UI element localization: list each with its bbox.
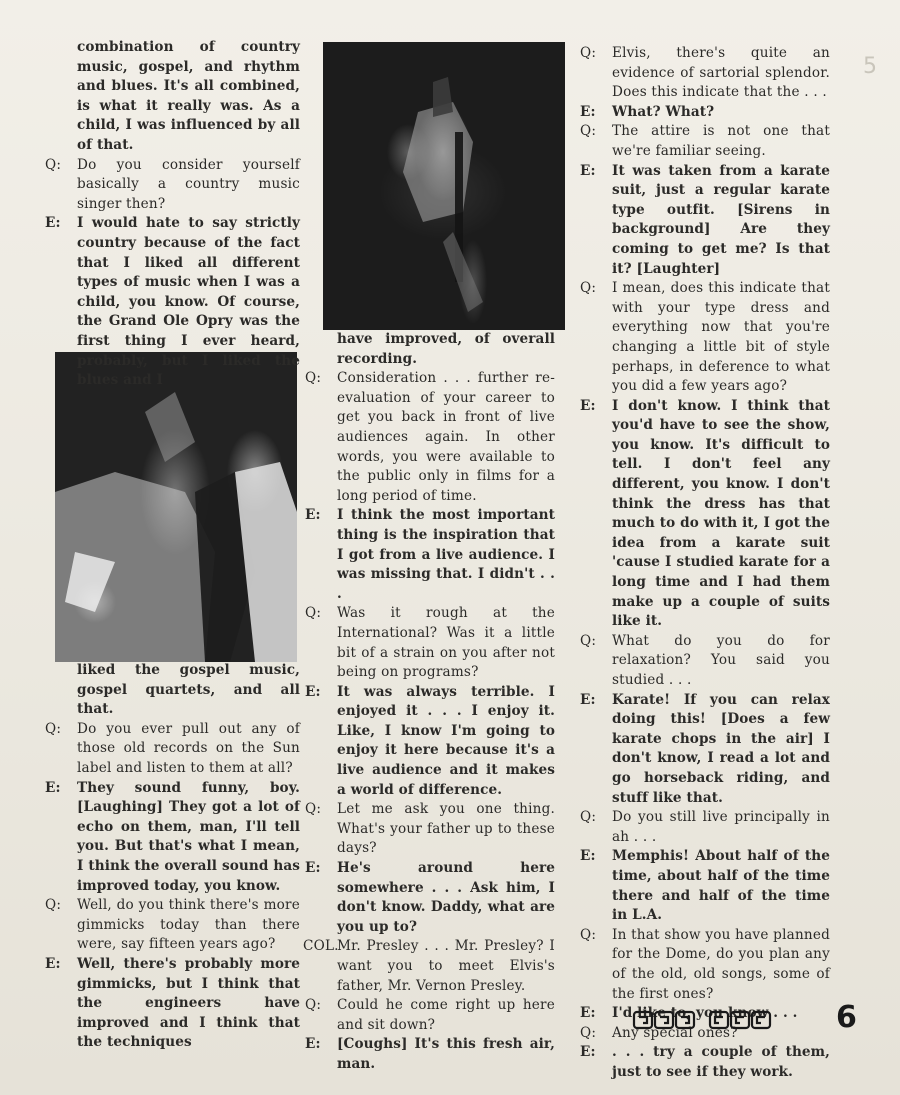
speaker-tag: E:: [580, 848, 596, 865]
transcript-text: liked the gospel music, gospel quartets, and all that.: [77, 662, 300, 718]
transcript-paragraph: [580, 162, 830, 280]
transcript-text: Could he come right up here and sit down?: [337, 997, 555, 1033]
speaker-tag: E:: [580, 162, 596, 179]
speaker-tag: Q:: [580, 1024, 597, 1041]
transcript-paragraph: [45, 896, 300, 955]
transcript-text: I don't know. I think that you'd have to see the show, you know. It's difficult to tell. I don't feel any different, you know. I don't think the dress has that much to do with it, I got the idea from a karate suit 'cause I studied karate for a long time and I had them make up a couple of suits like it.: [612, 397, 830, 630]
speaker-tag: E:: [45, 779, 61, 796]
transcript-text: He's around here somewhere . . . Ask him, I don't know. Daddy, what are you up to?: [337, 860, 555, 935]
transcript-text: . . . try a couple of them, just to see if they work.: [612, 1044, 830, 1080]
transcript-text: I'd like to, you know . . .: [612, 1005, 798, 1022]
transcript-paragraph: [45, 661, 300, 720]
transcript-paragraph: [580, 691, 830, 809]
transcript-text: Karate! If you can relax doing this! [Does a few karate chops in the air] I don't know, I read a lot and go horseback riding, and stuff like that.: [612, 691, 830, 806]
transcript-paragraph: [45, 720, 300, 779]
transcript-paragraph: [305, 859, 555, 937]
speaker-tag: E:: [45, 215, 61, 232]
transcript-text: The attire is not one that we're familiar seeing.: [612, 123, 830, 159]
transcript-text: Consideration . . . further re-evaluation of your career to get you back in front of live audiences again. In other words, you were available to the public only in films for a long period of time.: [337, 370, 555, 504]
transcript-text: Let me ask you one thing. What's your father up to these days?: [337, 801, 555, 857]
transcript-text: It was always terrible. I enjoyed it . . . I enjoy it. Like, I know I'm going to enjoy it here because it's a live audience and it makes a world of difference.: [337, 683, 555, 798]
speaker-tag: E:: [580, 397, 596, 414]
transcript-paragraph: [580, 397, 830, 632]
speaker-tag: E:: [305, 683, 321, 700]
speaker-tag: E:: [580, 691, 596, 708]
transcript-text: They sound funny, boy. [Laughing] They got a lot of echo on them, man, I'll tell you. But that's what I mean, I think the overall sound has improved today, you know.: [77, 779, 300, 894]
transcript-text: Well, do you think there's more gimmicks today than there were, say fifteen years ago?: [77, 897, 300, 953]
transcript-paragraph: [305, 330, 555, 369]
transcript-paragraph: [580, 44, 830, 103]
speaker-tag: Q:: [45, 156, 62, 173]
transcript-text: I think the most important thing is the inspiration that I got from a live audience. I was missing that. I didn't . . .: [337, 507, 555, 602]
transcript-text: Well, there's probably more gimmicks, but I think that the engineers have improved and I think that the techniques: [77, 955, 300, 1051]
speaker-tag: Q:: [45, 720, 62, 737]
transcript-text: Memphis! About half of the time, about half of the time there and half of the time in L.A.: [612, 848, 830, 924]
transcript-paragraph: [580, 808, 830, 847]
transcript-paragraph: [45, 38, 300, 156]
speaker-tag: Q:: [580, 123, 597, 140]
transcript-paragraph: [580, 1043, 830, 1082]
transcript-paragraph: [305, 996, 555, 1035]
transcript-text: I would hate to say strictly country because of the fact that I liked all different types of music when I was a child, you know. Of course, the Grand Ole Opry was the first thing I ever heard, probably, but I liked the blues and I: [77, 215, 300, 389]
speaker-tag: E:: [305, 860, 321, 877]
bleed-through-mark: 5: [863, 54, 877, 79]
transcript-text: I mean, does this indicate that with your type dress and everything now that you're changing a little bit of style perhaps, in deference to what you did a few years ago?: [612, 280, 830, 395]
transcript-paragraph: [305, 683, 555, 801]
speaker-tag: Q:: [305, 801, 322, 818]
transcript-text: Do you still live principally in ah . . .: [612, 809, 830, 845]
transcript-paragraph: [45, 214, 300, 390]
speaker-tag: Q:: [305, 605, 322, 622]
speaker-tag: E:: [580, 1005, 596, 1022]
ornament-divider: [632, 1009, 772, 1031]
transcript-text: combination of country music, gospel, and rhythm and blues. It's all combined, is what it really was. As a child, I was influenced by all of that.: [77, 39, 300, 153]
transcript-paragraph: [580, 103, 830, 123]
transcript-paragraph: [580, 926, 830, 1004]
transcript-paragraph: [305, 604, 555, 682]
transcript-text: Any special ones?: [612, 1024, 738, 1041]
transcript-paragraph: [580, 632, 830, 691]
transcript-text: What do you do for relaxation? You said you studied . . .: [612, 632, 830, 688]
transcript-paragraph: [45, 779, 300, 897]
transcript-paragraph: [580, 122, 830, 161]
speaker-tag: E:: [305, 1036, 321, 1053]
speaker-tag: Q:: [580, 280, 597, 297]
column-3: [580, 44, 830, 1082]
speaker-tag: E:: [580, 1044, 596, 1061]
transcript-text: [Coughs] It's this fresh air, man.: [337, 1036, 555, 1072]
speaker-tag: E:: [45, 955, 61, 972]
transcript-text: What? What?: [612, 103, 715, 120]
transcript-paragraph: [305, 506, 555, 604]
speaker-tag: COL.: [303, 938, 339, 955]
transcript-text: Do you consider yourself basically a country music singer then?: [77, 156, 300, 212]
speaker-tag: Q:: [45, 897, 62, 914]
transcript-text: have improved, of overall recording.: [337, 331, 555, 367]
page-number: 6: [836, 1000, 857, 1035]
transcript-text: Was it rough at the International? Was it a little bit of a strain on you after not being on programs?: [337, 605, 555, 681]
transcript-text: In that show you have planned for the Dome, do you plan any of the old, old songs, some of the first ones?: [612, 926, 830, 1002]
concert-photo-top: [323, 42, 565, 330]
column-2: [305, 330, 555, 1075]
transcript-text: It was taken from a karate suit, just a regular karate type outfit. [Sirens in background] Are they coming to get me? Is that it? [Laughter]: [612, 162, 830, 277]
column-1-bottom: [45, 661, 300, 1053]
transcript-paragraph: [45, 955, 300, 1053]
speaker-tag: E:: [580, 103, 596, 120]
transcript-paragraph: [305, 800, 555, 859]
transcript-paragraph: [305, 369, 555, 506]
column-1-top: [45, 38, 300, 391]
speaker-tag: Q:: [580, 926, 597, 943]
concert-photo-left: [55, 352, 297, 662]
transcript-paragraph: [580, 279, 830, 397]
speaker-tag: Q:: [580, 45, 597, 61]
speaker-tag: Q:: [580, 809, 597, 826]
transcript-text: Elvis, there's quite an evidence of sartorial splendor. Does this indicate that the . . .: [612, 45, 830, 101]
transcript-paragraph: [45, 156, 300, 215]
transcript-paragraph: [580, 847, 830, 925]
speaker-tag: Q:: [305, 370, 322, 387]
transcript-paragraph: [305, 1035, 555, 1074]
transcript-paragraph: [305, 937, 555, 996]
speaker-tag: Q:: [580, 632, 597, 649]
speaker-tag: E:: [305, 507, 321, 524]
speaker-tag: Q:: [305, 997, 322, 1014]
transcript-text: Mr. Presley . . . Mr. Presley? I want you to meet Elvis's father, Mr. Vernon Presley.: [337, 938, 555, 994]
transcript-text: Do you ever pull out any of those old records on the Sun label and listen to them at all?: [77, 720, 300, 776]
